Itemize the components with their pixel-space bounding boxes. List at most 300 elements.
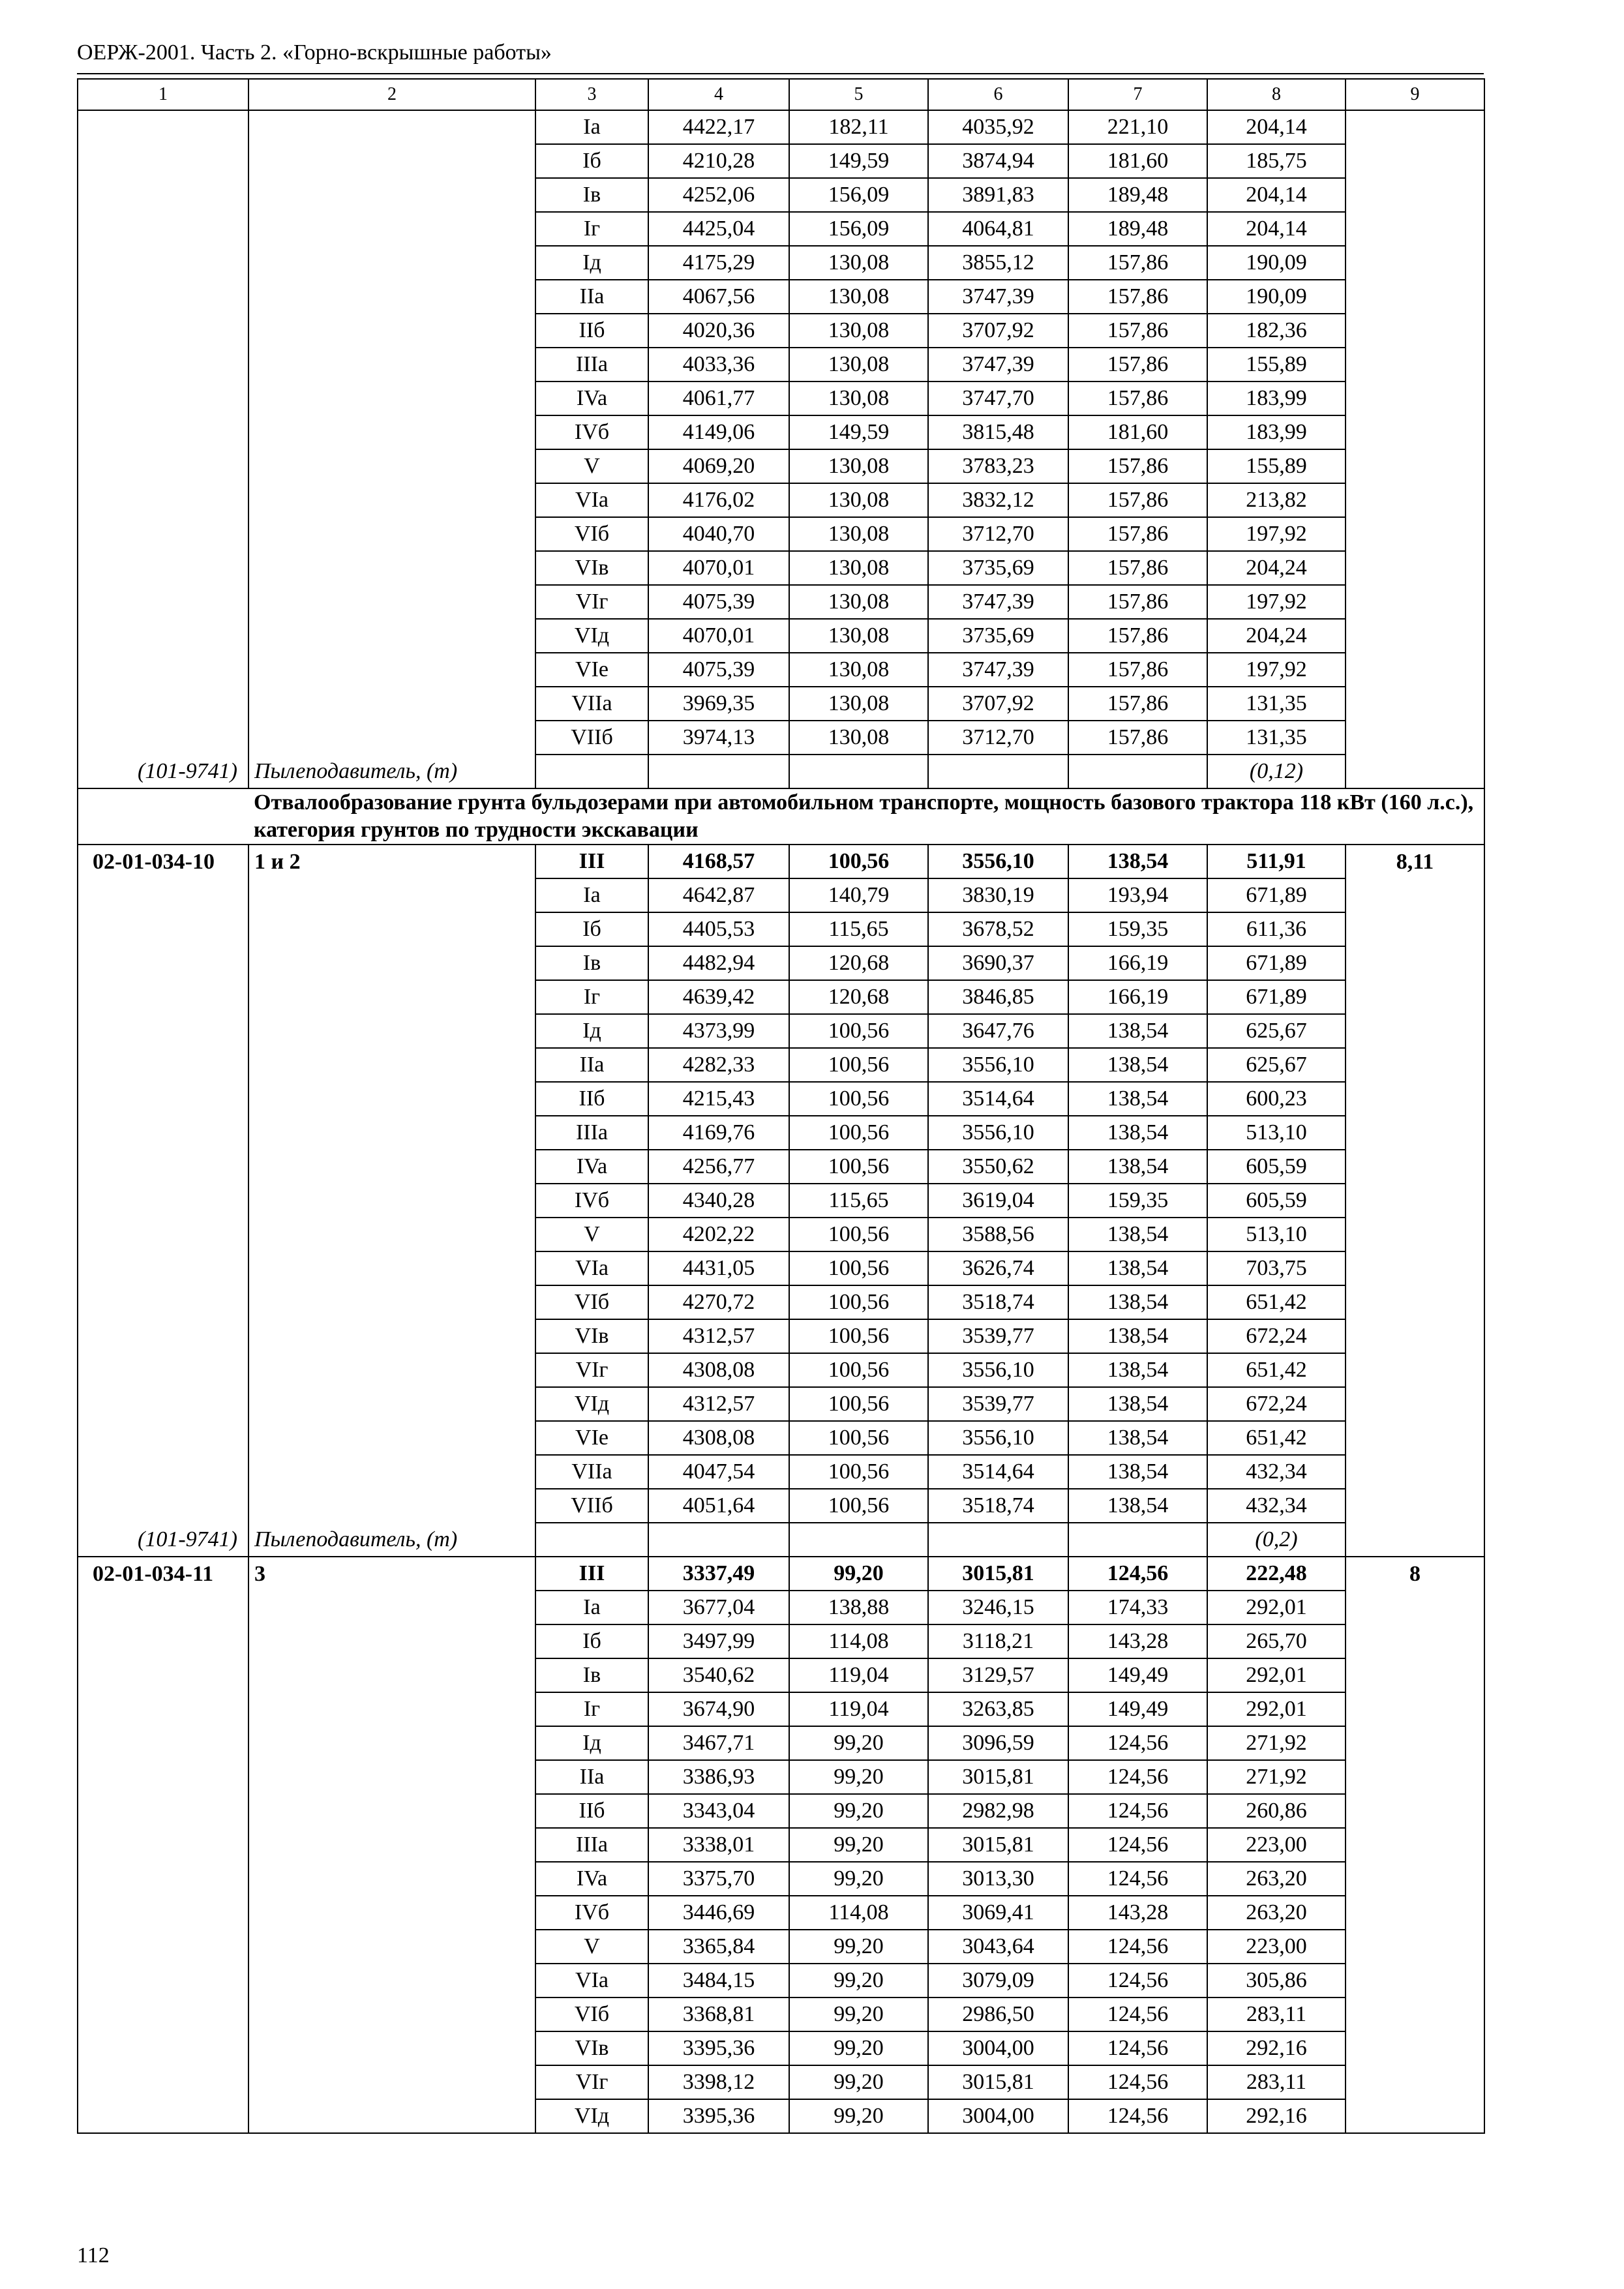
total-cost: 4425,04 (648, 212, 789, 246)
data-row (78, 1421, 1484, 1455)
region-code: VIa (535, 483, 648, 517)
region-code: IIIa (535, 348, 648, 382)
machine-cost: 3556,10 (928, 1421, 1068, 1455)
machine-cost: 3015,81 (928, 1760, 1068, 1794)
machinist-wages: 157,86 (1068, 653, 1207, 687)
data-row (78, 2065, 1484, 2099)
total-cost: 4169,76 (648, 1116, 789, 1150)
total-cost: 3368,81 (648, 1997, 789, 2031)
column-number-cell: 9 (1346, 79, 1484, 110)
wages: 138,88 (789, 1591, 928, 1624)
materials-cost: 651,42 (1207, 1285, 1346, 1319)
total-cost (648, 1523, 789, 1557)
machinist-wages: 138,54 (1068, 1082, 1207, 1116)
region-code: Iг (535, 212, 648, 246)
materials-cost: 271,92 (1207, 1726, 1346, 1760)
soil-category (248, 1082, 535, 1116)
data-row (78, 912, 1484, 946)
machinist-wages: 124,56 (1068, 1862, 1207, 1896)
rate-code (78, 912, 248, 946)
rate-code (78, 980, 248, 1014)
data-row (78, 110, 1484, 144)
soil-category (248, 2031, 535, 2065)
data-row (78, 1048, 1484, 1082)
soil-category (248, 585, 535, 619)
region-code: VIв (535, 551, 648, 585)
total-cost: 4422,17 (648, 110, 789, 144)
region-code: Ia (535, 878, 648, 912)
labor-cost (1346, 517, 1484, 551)
material-row (78, 755, 1484, 788)
labor-cost (1346, 946, 1484, 980)
soil-category (248, 946, 535, 980)
total-cost: 3375,70 (648, 1862, 789, 1896)
rate-code (78, 878, 248, 912)
total-cost: 4051,64 (648, 1489, 789, 1523)
materials-cost: 600,23 (1207, 1082, 1346, 1116)
materials-cost: 265,70 (1207, 1624, 1346, 1658)
region-code: Iг (535, 1692, 648, 1726)
rate-code (78, 1591, 248, 1624)
region-code: V (535, 449, 648, 483)
wages: 156,09 (789, 178, 928, 212)
wages: 130,08 (789, 653, 928, 687)
soil-category (248, 2099, 535, 2133)
region-code: VIг (535, 585, 648, 619)
materials-cost: 513,10 (1207, 1116, 1346, 1150)
soil-category (248, 1489, 535, 1523)
labor-cost (1346, 1353, 1484, 1387)
materials-cost: 513,10 (1207, 1218, 1346, 1251)
page-number: 112 (77, 2243, 110, 2267)
wages: 119,04 (789, 1692, 928, 1726)
machine-cost (928, 1523, 1068, 1557)
labor-cost (1346, 653, 1484, 687)
wages: 99,20 (789, 2099, 928, 2133)
total-cost: 4215,43 (648, 1082, 789, 1116)
total-cost: 4020,36 (648, 314, 789, 348)
rate-code (78, 1421, 248, 1455)
wages: 100,56 (789, 1116, 928, 1150)
region-code: IVб (535, 415, 648, 449)
soil-category (248, 1251, 535, 1285)
machinist-wages: 138,54 (1068, 1421, 1207, 1455)
total-cost: 4175,29 (648, 246, 789, 280)
wages: 156,09 (789, 212, 928, 246)
machine-cost: 3518,74 (928, 1285, 1068, 1319)
page-header: ОЕРЖ-2001. Часть 2. «Горно-вскрышные работы» (77, 40, 552, 65)
rate-code (78, 1624, 248, 1658)
soil-category (248, 2065, 535, 2099)
region-code: VIд (535, 1387, 648, 1421)
region-code: IVa (535, 1150, 648, 1184)
labor-cost (1346, 1658, 1484, 1692)
labor-cost (1346, 144, 1484, 178)
total-cost: 4033,36 (648, 348, 789, 382)
soil-category (248, 1116, 535, 1150)
labor-cost (1346, 314, 1484, 348)
materials-cost: 671,89 (1207, 878, 1346, 912)
machine-cost: 3129,57 (928, 1658, 1068, 1692)
wages: 130,08 (789, 721, 928, 755)
soil-category (248, 551, 535, 585)
total-cost: 4639,42 (648, 980, 789, 1014)
machinist-wages: 157,86 (1068, 483, 1207, 517)
rate-code (78, 1862, 248, 1896)
region-code: IIa (535, 1048, 648, 1082)
machine-cost: 3518,74 (928, 1489, 1068, 1523)
region-code: VIa (535, 1251, 648, 1285)
machinist-wages: 157,86 (1068, 551, 1207, 585)
wages: 99,20 (789, 1828, 928, 1862)
materials-cost: 263,20 (1207, 1896, 1346, 1930)
data-row (78, 1455, 1484, 1489)
region-code: VIIб (535, 1489, 648, 1523)
machinist-wages: 124,56 (1068, 1726, 1207, 1760)
labor-cost (1346, 980, 1484, 1014)
machinist-wages: 124,56 (1068, 1557, 1207, 1591)
machine-cost: 3647,76 (928, 1014, 1068, 1048)
total-cost: 4482,94 (648, 946, 789, 980)
total-cost: 4069,20 (648, 449, 789, 483)
region-code: Iб (535, 144, 648, 178)
machine-cost: 3707,92 (928, 687, 1068, 721)
machinist-wages: 157,86 (1068, 314, 1207, 348)
materials-cost: 204,14 (1207, 212, 1346, 246)
machine-cost: 3747,39 (928, 653, 1068, 687)
region-code: VIг (535, 2065, 648, 2099)
machine-cost: 3539,77 (928, 1387, 1068, 1421)
data-row (78, 178, 1484, 212)
region-code: Iд (535, 1014, 648, 1048)
machine-cost (928, 755, 1068, 788)
region-code: VIг (535, 1353, 648, 1387)
rate-code (78, 1285, 248, 1319)
soil-category (248, 687, 535, 721)
rate-code (78, 1014, 248, 1048)
soil-category (248, 1184, 535, 1218)
materials-cost: 131,35 (1207, 721, 1346, 755)
data-row (78, 619, 1484, 653)
rate-code (78, 2031, 248, 2065)
section-title-row (78, 788, 1484, 845)
rate-code (78, 517, 248, 551)
rate-code: 02-01-034-11 (78, 1557, 248, 1591)
total-cost: 4308,08 (648, 1421, 789, 1455)
region-code: VIб (535, 1285, 648, 1319)
materials-cost: (0,12) (1207, 755, 1346, 788)
column-number-cell: 7 (1068, 79, 1207, 110)
machinist-wages: 124,56 (1068, 1930, 1207, 1964)
data-row (78, 551, 1484, 585)
total-cost: 4047,54 (648, 1455, 789, 1489)
machine-cost: 3846,85 (928, 980, 1068, 1014)
total-cost: 4210,28 (648, 144, 789, 178)
rate-code (78, 1726, 248, 1760)
total-cost: 3540,62 (648, 1658, 789, 1692)
data-row (78, 946, 1484, 980)
rate-code (78, 2099, 248, 2133)
rate-code (78, 449, 248, 483)
rate-code (78, 212, 248, 246)
soil-category (248, 912, 535, 946)
machinist-wages: 149,49 (1068, 1658, 1207, 1692)
machine-cost: 2982,98 (928, 1794, 1068, 1828)
machinist-wages: 157,86 (1068, 280, 1207, 314)
machine-cost: 3004,00 (928, 2031, 1068, 2065)
materials-cost: 305,86 (1207, 1964, 1346, 1997)
materials-cost: 190,09 (1207, 280, 1346, 314)
data-row (78, 483, 1484, 517)
region-code: Iб (535, 912, 648, 946)
machine-cost: 3707,92 (928, 314, 1068, 348)
total-cost: 3386,93 (648, 1760, 789, 1794)
region-code: VIв (535, 2031, 648, 2065)
region-code: IVб (535, 1184, 648, 1218)
wages: 114,08 (789, 1624, 928, 1658)
region-code: Iд (535, 246, 648, 280)
wages: 100,56 (789, 845, 928, 878)
rate-code (78, 382, 248, 415)
data-row (78, 2099, 1484, 2133)
soil-category (248, 314, 535, 348)
machine-cost: 3619,04 (928, 1184, 1068, 1218)
soil-category (248, 1353, 535, 1387)
rate-code (78, 1048, 248, 1082)
rate-code (78, 415, 248, 449)
total-cost: 4308,08 (648, 1353, 789, 1387)
rate-code (78, 1455, 248, 1489)
region-code: IVa (535, 382, 648, 415)
wages: 99,20 (789, 1930, 928, 1964)
region-code: Iв (535, 946, 648, 980)
rate-code (78, 1794, 248, 1828)
data-row (78, 1319, 1484, 1353)
materials-cost: 204,14 (1207, 178, 1346, 212)
wages (789, 1523, 928, 1557)
materials-cost: 292,01 (1207, 1692, 1346, 1726)
machine-cost: 3874,94 (928, 144, 1068, 178)
materials-cost: 283,11 (1207, 1997, 1346, 2031)
data-row (78, 1387, 1484, 1421)
wages: 149,59 (789, 415, 928, 449)
region-code: Iв (535, 1658, 648, 1692)
data-row (78, 1862, 1484, 1896)
data-row (78, 1150, 1484, 1184)
machine-cost: 3514,64 (928, 1082, 1068, 1116)
data-row (78, 280, 1484, 314)
rate-code (78, 178, 248, 212)
total-cost: 4340,28 (648, 1184, 789, 1218)
soil-category (248, 382, 535, 415)
machine-cost: 3678,52 (928, 912, 1068, 946)
machine-cost: 3783,23 (928, 449, 1068, 483)
data-row (78, 1760, 1484, 1794)
soil-category (248, 178, 535, 212)
region-code: VIд (535, 2099, 648, 2133)
machine-cost: 3004,00 (928, 2099, 1068, 2133)
data-row (78, 1624, 1484, 1658)
soil-category (248, 449, 535, 483)
machine-cost: 3550,62 (928, 1150, 1068, 1184)
data-row (78, 2031, 1484, 2065)
total-cost: 4075,39 (648, 653, 789, 687)
wages: 149,59 (789, 144, 928, 178)
labor-cost (1346, 1523, 1484, 1557)
wages: 130,08 (789, 348, 928, 382)
rate-code (78, 1489, 248, 1523)
section-cell-empty (78, 788, 248, 845)
rate-code (78, 1760, 248, 1794)
machinist-wages: 138,54 (1068, 1150, 1207, 1184)
column-number-cell: 1 (78, 79, 248, 110)
labor-cost (1346, 878, 1484, 912)
region-code: IIб (535, 1082, 648, 1116)
data-row (78, 1251, 1484, 1285)
region-code: IIa (535, 280, 648, 314)
rate-code (78, 1658, 248, 1692)
machine-cost: 3815,48 (928, 415, 1068, 449)
materials-cost: 672,24 (1207, 1319, 1346, 1353)
data-row (78, 212, 1484, 246)
machine-cost: 3096,59 (928, 1726, 1068, 1760)
machine-cost: 3735,69 (928, 619, 1068, 653)
wages: 100,56 (789, 1489, 928, 1523)
labor-cost (1346, 1726, 1484, 1760)
materials-cost: 703,75 (1207, 1251, 1346, 1285)
machinist-wages: 143,28 (1068, 1624, 1207, 1658)
region-code: VIe (535, 1421, 648, 1455)
labor-cost (1346, 1862, 1484, 1896)
total-cost: 3497,99 (648, 1624, 789, 1658)
total-cost: 4149,06 (648, 415, 789, 449)
materials-cost: 671,89 (1207, 946, 1346, 980)
materials-cost: 183,99 (1207, 415, 1346, 449)
labor-cost (1346, 178, 1484, 212)
data-row (78, 314, 1484, 348)
materials-cost: 605,59 (1207, 1150, 1346, 1184)
total-cost: 3395,36 (648, 2099, 789, 2133)
wages: 130,08 (789, 483, 928, 517)
total-cost: 4061,77 (648, 382, 789, 415)
data-row (78, 1896, 1484, 1930)
soil-category (248, 1964, 535, 1997)
region-code: Iв (535, 178, 648, 212)
rate-code (78, 246, 248, 280)
column-number-cell: 6 (928, 79, 1068, 110)
labor-cost (1346, 1489, 1484, 1523)
labor-cost (1346, 687, 1484, 721)
rate-code (78, 619, 248, 653)
soil-category (248, 348, 535, 382)
wages: 99,20 (789, 1760, 928, 1794)
machinist-wages: 166,19 (1068, 946, 1207, 980)
region-code: Iг (535, 980, 648, 1014)
labor-cost (1346, 415, 1484, 449)
labor-cost (1346, 2031, 1484, 2065)
wages: 120,68 (789, 946, 928, 980)
materials-cost: (0,2) (1207, 1523, 1346, 1557)
materials-cost: 651,42 (1207, 1421, 1346, 1455)
machinist-wages: 189,48 (1068, 212, 1207, 246)
wages: 130,08 (789, 280, 928, 314)
labor-cost (1346, 1624, 1484, 1658)
soil-category (248, 980, 535, 1014)
wages: 130,08 (789, 585, 928, 619)
machinist-wages: 157,86 (1068, 517, 1207, 551)
machinist-wages: 138,54 (1068, 1387, 1207, 1421)
wages: 99,20 (789, 1964, 928, 1997)
materials-cost: 204,24 (1207, 619, 1346, 653)
labor-cost (1346, 551, 1484, 585)
rate-code (78, 110, 248, 144)
total-cost: 3467,71 (648, 1726, 789, 1760)
rate-header-row (78, 845, 1484, 878)
machinist-wages: 189,48 (1068, 178, 1207, 212)
labor-cost (1346, 1048, 1484, 1082)
wages: 100,56 (789, 1218, 928, 1251)
total-cost: 4405,53 (648, 912, 789, 946)
data-row (78, 653, 1484, 687)
data-row (78, 1285, 1484, 1319)
wages: 99,20 (789, 1862, 928, 1896)
soil-category (248, 1421, 535, 1455)
data-row (78, 687, 1484, 721)
data-row (78, 585, 1484, 619)
machine-cost: 3747,70 (928, 382, 1068, 415)
machinist-wages: 174,33 (1068, 1591, 1207, 1624)
data-row (78, 1218, 1484, 1251)
total-cost: 4312,57 (648, 1387, 789, 1421)
materials-cost: 611,36 (1207, 912, 1346, 946)
wages: 120,68 (789, 980, 928, 1014)
materials-cost: 223,00 (1207, 1828, 1346, 1862)
machinist-wages: 138,54 (1068, 1285, 1207, 1319)
column-number-cell: 2 (248, 79, 535, 110)
machinist-wages: 124,56 (1068, 1794, 1207, 1828)
wages: 100,56 (789, 1014, 928, 1048)
soil-category (248, 1014, 535, 1048)
machinist-wages: 138,54 (1068, 1455, 1207, 1489)
machinist-wages: 138,54 (1068, 1251, 1207, 1285)
materials-cost: 260,86 (1207, 1794, 1346, 1828)
total-cost: 3343,04 (648, 1794, 789, 1828)
labor-cost (1346, 212, 1484, 246)
rate-code (78, 1353, 248, 1387)
rate-code (78, 1218, 248, 1251)
region-code: IIIa (535, 1828, 648, 1862)
rate-code (78, 1184, 248, 1218)
rates-table (77, 78, 1485, 2134)
labor-cost (1346, 1930, 1484, 1964)
total-cost: 4282,33 (648, 1048, 789, 1082)
wages: 100,56 (789, 1421, 928, 1455)
wages: 182,11 (789, 110, 928, 144)
region-code: VIб (535, 517, 648, 551)
labor-cost (1346, 246, 1484, 280)
wages: 100,56 (789, 1455, 928, 1489)
machinist-wages: 138,54 (1068, 1218, 1207, 1251)
machinist-wages: 166,19 (1068, 980, 1207, 1014)
soil-category (248, 653, 535, 687)
materials-cost: 292,16 (1207, 2031, 1346, 2065)
materials-cost: 511,91 (1207, 845, 1346, 878)
materials-cost: 131,35 (1207, 687, 1346, 721)
wages: 100,56 (789, 1319, 928, 1353)
soil-category (248, 1760, 535, 1794)
machinist-wages: 157,86 (1068, 721, 1207, 755)
materials-cost: 197,92 (1207, 517, 1346, 551)
